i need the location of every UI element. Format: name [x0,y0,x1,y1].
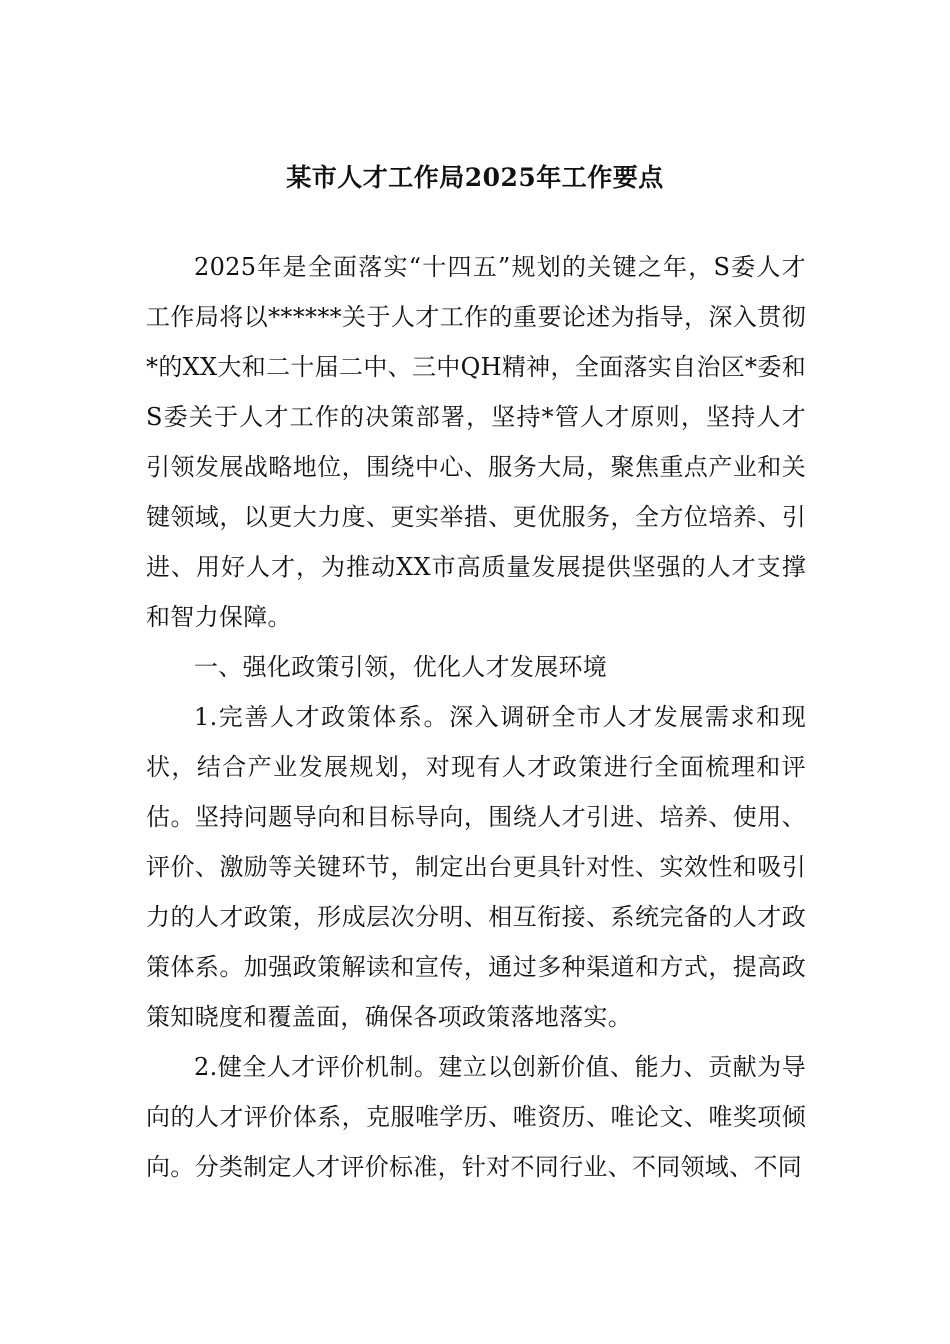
section-heading-1: 一、强化政策引领，优化人才发展环境 [194,653,608,681]
item-paragraph-1: 1.完善人才政策体系。深入调研全市人才发展需求和现状，结合产业发展规划，对现有人才政策进行全面梳理和评估。坚持问题导向和目标导向，围绕人才引进、培养、使用、评价、激励等关键环节，制定出台更具针对性、实效性和吸引力的人才政策，形成层次分明、相互衔接、系统完备的人才政策体系。加强政策解读和宣传，通过多种渠道和方式，提高政策知晓度和覆盖面，确保各项政策落地落实。 [146,703,806,1031]
intro-paragraph: 2025年是全面落实“十四五”规划的关键之年，S委人才工作局将以******关于人才工作的重要论述为指导，深入贯彻*的XX大和二十届二中、三中QH精神，全面落实自治区*委和S委关于人才工作的决策部署，坚持*管人才原则，坚持人才引领发展战略地位，围绕中心、服务大局，聚焦重点产业和关键领域，以更大力度、更实举措、更优服务，全方位培养、引进、用好人才，为推动XX市高质量发展提供坚强的人才支撑和智力保障。 [146,253,806,631]
item-paragraph-2: 2.健全人才评价机制。建立以创新价值、能力、贡献为导向的人才评价体系，克服唯学历、唯资历、唯论文、唯奖项倾向。分类制定人才评价标准，针对不同行业、不同领域、不同 [146,1053,806,1181]
document-body [146,242,806,1192]
document-title: 某市人才工作局2025年工作要点 [286,163,664,192]
